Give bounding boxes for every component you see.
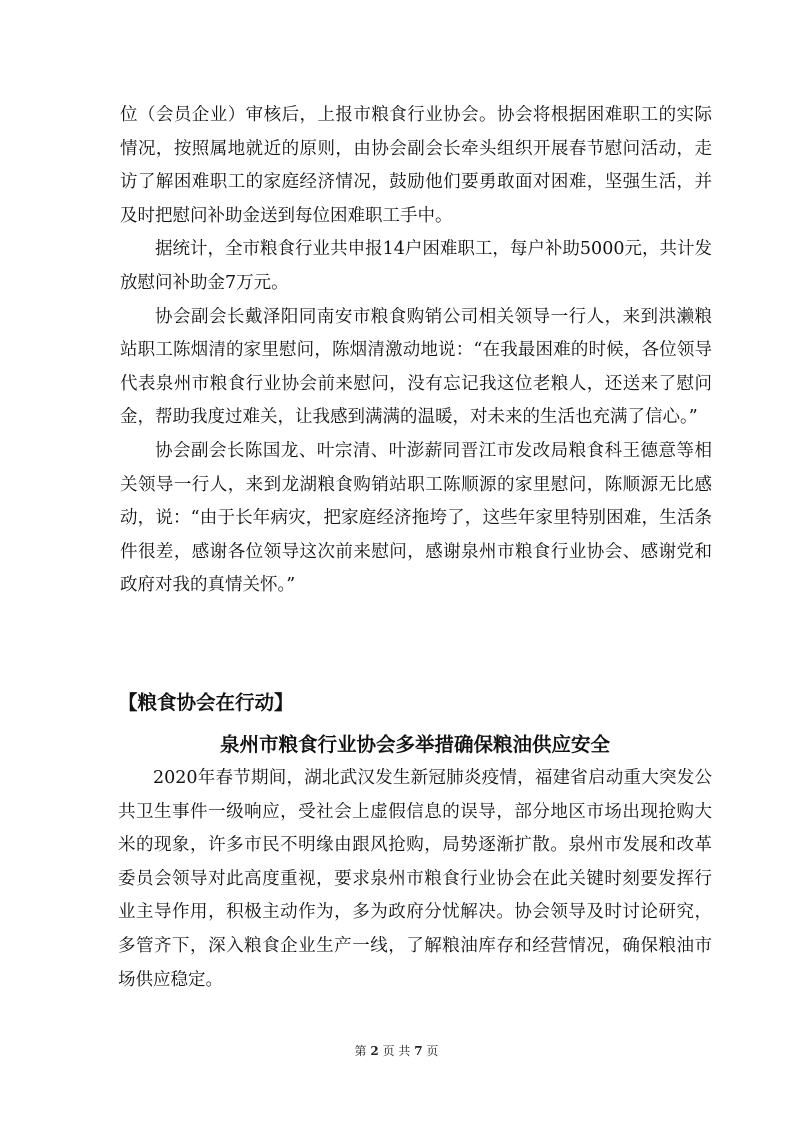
footer-suffix: 页 — [426, 1044, 439, 1058]
page-total: 7 — [414, 1044, 423, 1058]
paragraph: 协会副会长陈国龙、叶宗清、叶澎薪同晋江市发改局粮食科王德意等相关领导一行人，来到龙湖粮食购销站职工陈顺源的家里慰问，陈顺源无比感动，说：“由于长年病灾，把家庭经济拖垮了，这些年家里特别困难，生活条件很差，感谢各位领导这次前来慰问，感谢泉州市粮食行业协会、感谢党和政府对我的真情关怀。” — [120, 440, 712, 596]
paragraph: 位（会员企业）审核后，上报市粮食行业协会。协会将根据困难职工的实际情况，按照属地就近的原则，由协会副会长牵头组织开展春节慰问活动，走访了解困难职工的家庭经济情况，鼓励他们要勇敢面对困难，坚强生活，并及时把慰问补助金送到每位困难职工手中。 — [120, 105, 712, 226]
page-footer — [0, 1042, 793, 1059]
paragraph: 据统计，全市粮食行业共申报14户困难职工，每户补助5000元，共计发放慰问补助金7万元。 — [120, 239, 712, 293]
footer-prefix: 第 — [354, 1044, 367, 1058]
article-body — [118, 762, 712, 997]
page-number: 2 — [370, 1044, 379, 1058]
article-title: 泉州市粮食行业协会多举措确保粮油供应安全 — [219, 733, 610, 756]
footer-middle: 页 共 — [382, 1044, 411, 1058]
paragraph: 协会副会长戴泽阳同南安市粮食购销公司相关领导一行人，来到洪濑粮站职工陈烟清的家里慰问，陈烟清激动地说：“在我最困难的时候，各位领导代表泉州市粮食行业协会前来慰问，没有忘记我这位老粮人，还送来了慰问金，帮助我度过难关，让我感到满满的温暖，对未来的生活也充满了信心。” — [120, 306, 712, 428]
article-body — [120, 99, 712, 603]
paragraph: 2020年春节期间，湖北武汉发生新冠肺炎疫情，福建省启动重大突发公共卫生事件一级响应，受社会上虚假信息的误导，部分地区市场出现抢购大米的现象，许多市民不明缘由跟风抢购，局势逐渐扩散。泉州市发展和改革委员会领导对此高度重视，要求泉州市粮食行业协会在此关键时刻要发挥行业主导作用，积极主动作为，多为政府分忧解决。协会领导及时讨论研究，多管齐下，深入粮食企业生产一线，了解粮油库存和经营情况，确保粮油市场供应稳定。 — [118, 768, 712, 990]
section-action — [118, 690, 712, 997]
section-tag: 【粮食协会在行动】 — [118, 691, 294, 714]
